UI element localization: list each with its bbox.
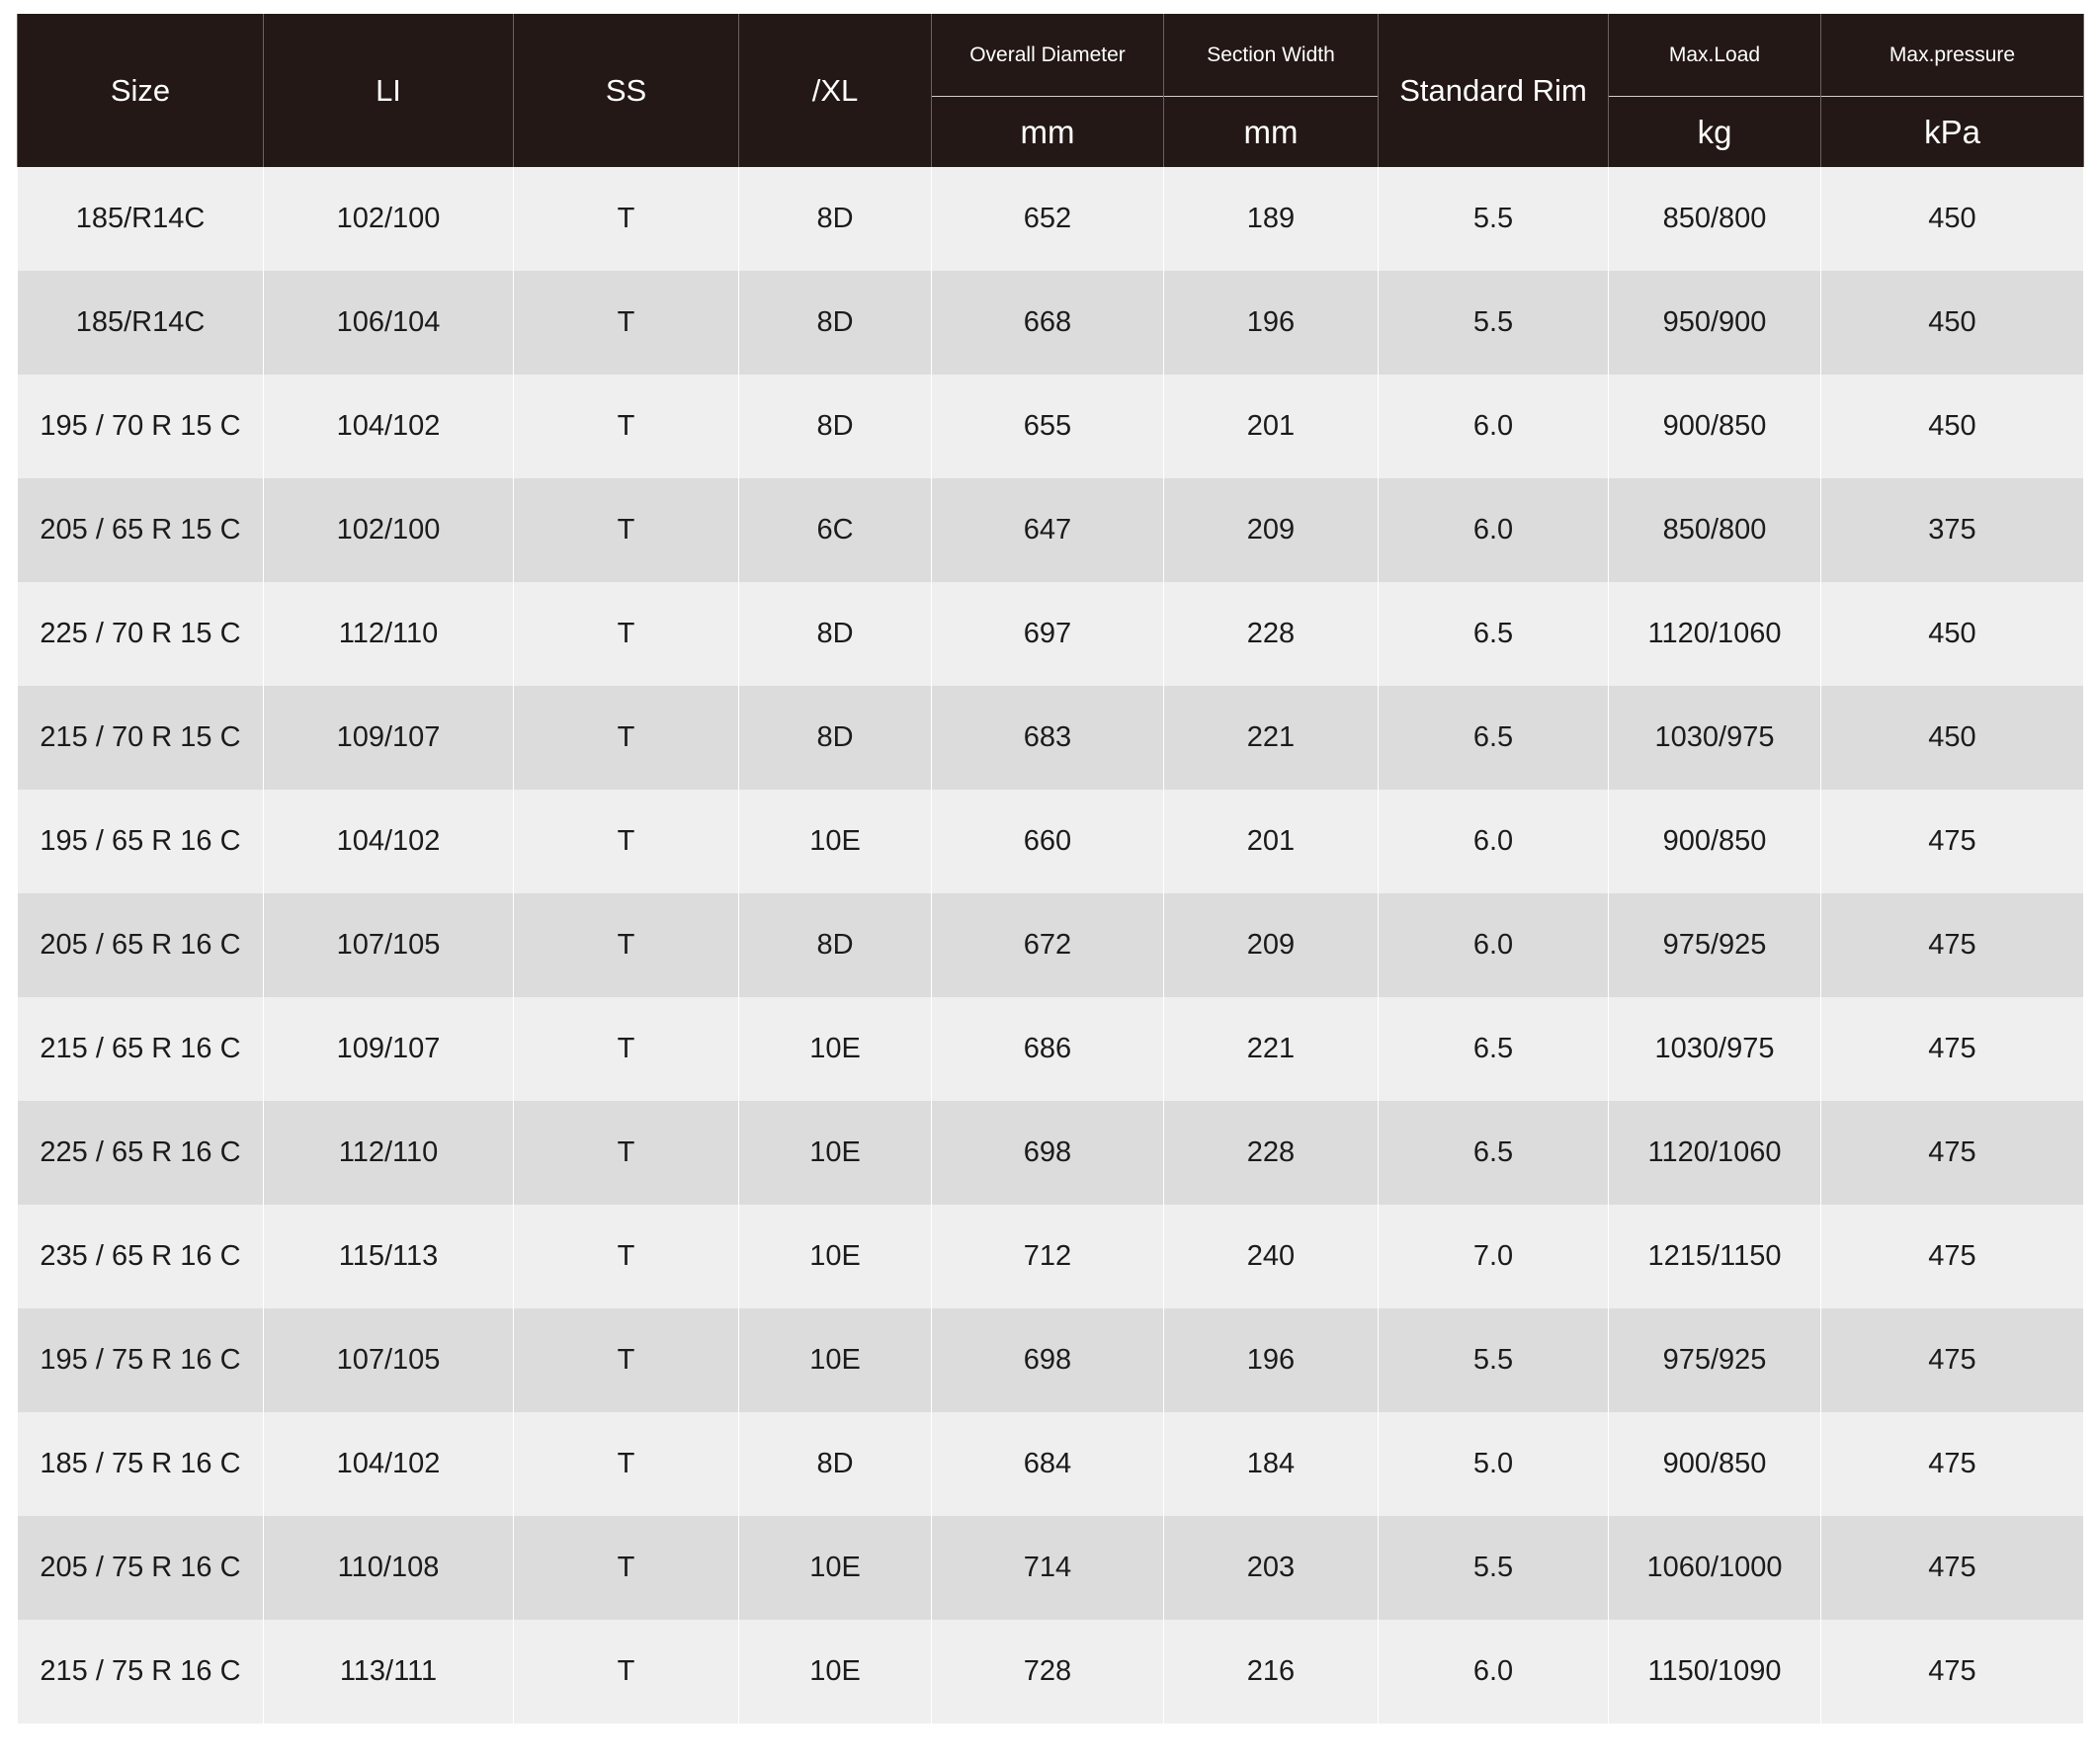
cell-li: 106/104 <box>264 271 514 375</box>
cell-li: 104/102 <box>264 375 514 478</box>
header-standard-rim: Standard Rim <box>1379 14 1609 167</box>
cell-overall-diameter: 728 <box>932 1620 1164 1723</box>
cell-overall-diameter: 672 <box>932 893 1164 997</box>
cell-overall-diameter: 647 <box>932 478 1164 582</box>
cell-size: 235 / 65 R 16 C <box>18 1205 264 1308</box>
cell-standard-rim: 6.5 <box>1379 1101 1609 1205</box>
cell-section-width: 240 <box>1164 1205 1379 1308</box>
cell-overall-diameter: 668 <box>932 271 1164 375</box>
table-row <box>18 271 2084 375</box>
cell-xl: 10E <box>739 1620 932 1723</box>
cell-standard-rim: 7.0 <box>1379 1205 1609 1308</box>
cell-section-width: 228 <box>1164 582 1379 686</box>
header-section-width: Section Width <box>1164 14 1379 97</box>
cell-li: 115/113 <box>264 1205 514 1308</box>
cell-size: 225 / 65 R 16 C <box>18 1101 264 1205</box>
cell-section-width: 201 <box>1164 375 1379 478</box>
cell-section-width: 201 <box>1164 790 1379 893</box>
cell-ss: T <box>514 1205 739 1308</box>
cell-section-width: 209 <box>1164 893 1379 997</box>
cell-ss: T <box>514 582 739 686</box>
table-row <box>18 1308 2084 1412</box>
header-row-top <box>18 14 2084 97</box>
cell-overall-diameter: 714 <box>932 1516 1164 1620</box>
cell-ss: T <box>514 1412 739 1516</box>
cell-xl: 10E <box>739 1308 932 1412</box>
cell-standard-rim: 5.5 <box>1379 271 1609 375</box>
cell-xl: 8D <box>739 167 932 271</box>
cell-max-load: 900/850 <box>1609 375 1821 478</box>
cell-max-load: 1120/1060 <box>1609 1101 1821 1205</box>
cell-size: 225 / 70 R 15 C <box>18 582 264 686</box>
cell-size: 205 / 65 R 15 C <box>18 478 264 582</box>
cell-xl: 10E <box>739 790 932 893</box>
cell-size: 205 / 75 R 16 C <box>18 1516 264 1620</box>
cell-size: 195 / 65 R 16 C <box>18 790 264 893</box>
cell-max-load: 975/925 <box>1609 1308 1821 1412</box>
cell-section-width: 221 <box>1164 686 1379 790</box>
cell-max-load: 1060/1000 <box>1609 1516 1821 1620</box>
header-max-pressure-unit: kPa <box>1821 97 2084 168</box>
cell-size: 215 / 65 R 16 C <box>18 997 264 1101</box>
cell-size: 185 / 75 R 16 C <box>18 1412 264 1516</box>
table-row <box>18 582 2084 686</box>
cell-max-pressure: 475 <box>1821 1412 2084 1516</box>
cell-standard-rim: 6.0 <box>1379 375 1609 478</box>
cell-standard-rim: 6.0 <box>1379 790 1609 893</box>
cell-ss: T <box>514 686 739 790</box>
cell-li: 102/100 <box>264 478 514 582</box>
cell-ss: T <box>514 997 739 1101</box>
cell-li: 113/111 <box>264 1620 514 1723</box>
table-row <box>18 1412 2084 1516</box>
cell-ss: T <box>514 375 739 478</box>
cell-ss: T <box>514 1620 739 1723</box>
cell-ss: T <box>514 1101 739 1205</box>
header-max-load-unit: kg <box>1609 97 1821 168</box>
cell-li: 102/100 <box>264 167 514 271</box>
cell-standard-rim: 6.5 <box>1379 997 1609 1101</box>
table-body <box>18 167 2084 1723</box>
cell-xl: 8D <box>739 1412 932 1516</box>
cell-ss: T <box>514 478 739 582</box>
cell-max-pressure: 475 <box>1821 1101 2084 1205</box>
table-row <box>18 1101 2084 1205</box>
cell-li: 109/107 <box>264 997 514 1101</box>
cell-max-load: 1030/975 <box>1609 686 1821 790</box>
table-row <box>18 167 2084 271</box>
cell-overall-diameter: 686 <box>932 997 1164 1101</box>
cell-max-load: 850/800 <box>1609 478 1821 582</box>
cell-max-pressure: 450 <box>1821 375 2084 478</box>
cell-standard-rim: 5.5 <box>1379 1516 1609 1620</box>
cell-overall-diameter: 683 <box>932 686 1164 790</box>
cell-section-width: 189 <box>1164 167 1379 271</box>
cell-standard-rim: 6.0 <box>1379 478 1609 582</box>
cell-size: 195 / 75 R 16 C <box>18 1308 264 1412</box>
table-row <box>18 686 2084 790</box>
cell-section-width: 196 <box>1164 1308 1379 1412</box>
cell-size: 205 / 65 R 16 C <box>18 893 264 997</box>
cell-max-pressure: 475 <box>1821 1620 2084 1723</box>
cell-xl: 10E <box>739 1101 932 1205</box>
cell-xl: 8D <box>739 893 932 997</box>
cell-li: 110/108 <box>264 1516 514 1620</box>
cell-overall-diameter: 660 <box>932 790 1164 893</box>
cell-overall-diameter: 684 <box>932 1412 1164 1516</box>
cell-max-load: 900/850 <box>1609 790 1821 893</box>
header-size: Size <box>18 14 264 167</box>
cell-standard-rim: 6.0 <box>1379 893 1609 997</box>
cell-li: 107/105 <box>264 893 514 997</box>
cell-max-load: 975/925 <box>1609 893 1821 997</box>
cell-max-pressure: 450 <box>1821 167 2084 271</box>
cell-max-pressure: 450 <box>1821 582 2084 686</box>
cell-max-load: 900/850 <box>1609 1412 1821 1516</box>
cell-standard-rim: 5.0 <box>1379 1412 1609 1516</box>
table-row <box>18 893 2084 997</box>
cell-section-width: 228 <box>1164 1101 1379 1205</box>
cell-standard-rim: 6.5 <box>1379 686 1609 790</box>
cell-max-load: 850/800 <box>1609 167 1821 271</box>
cell-max-load: 950/900 <box>1609 271 1821 375</box>
cell-li: 104/102 <box>264 790 514 893</box>
table-row <box>18 997 2084 1101</box>
cell-standard-rim: 6.0 <box>1379 1620 1609 1723</box>
header-li: LI <box>264 14 514 167</box>
cell-max-pressure: 375 <box>1821 478 2084 582</box>
cell-size: 185/R14C <box>18 271 264 375</box>
cell-section-width: 203 <box>1164 1516 1379 1620</box>
cell-li: 112/110 <box>264 1101 514 1205</box>
cell-max-pressure: 475 <box>1821 1308 2084 1412</box>
cell-overall-diameter: 697 <box>932 582 1164 686</box>
cell-overall-diameter: 698 <box>932 1308 1164 1412</box>
cell-standard-rim: 5.5 <box>1379 1308 1609 1412</box>
cell-ss: T <box>514 790 739 893</box>
cell-max-pressure: 475 <box>1821 1205 2084 1308</box>
cell-max-load: 1150/1090 <box>1609 1620 1821 1723</box>
cell-li: 104/102 <box>264 1412 514 1516</box>
cell-xl: 8D <box>739 686 932 790</box>
cell-xl: 6C <box>739 478 932 582</box>
cell-max-pressure: 450 <box>1821 686 2084 790</box>
cell-size: 185/R14C <box>18 167 264 271</box>
cell-max-pressure: 450 <box>1821 271 2084 375</box>
tire-spec-table <box>17 14 2084 1723</box>
cell-ss: T <box>514 1308 739 1412</box>
cell-overall-diameter: 712 <box>932 1205 1164 1308</box>
cell-li: 109/107 <box>264 686 514 790</box>
cell-xl: 8D <box>739 582 932 686</box>
cell-ss: T <box>514 271 739 375</box>
table-row <box>18 375 2084 478</box>
cell-overall-diameter: 655 <box>932 375 1164 478</box>
header-xl: /XL <box>739 14 932 167</box>
cell-overall-diameter: 652 <box>932 167 1164 271</box>
table-row <box>18 1205 2084 1308</box>
header-overall-diameter-unit: mm <box>932 97 1164 168</box>
header-overall-diameter: Overall Diameter <box>932 14 1164 97</box>
header-max-pressure: Max.pressure <box>1821 14 2084 97</box>
cell-standard-rim: 5.5 <box>1379 167 1609 271</box>
cell-standard-rim: 6.5 <box>1379 582 1609 686</box>
cell-max-load: 1030/975 <box>1609 997 1821 1101</box>
cell-xl: 10E <box>739 1516 932 1620</box>
header-section-width-unit: mm <box>1164 97 1379 168</box>
cell-max-pressure: 475 <box>1821 893 2084 997</box>
cell-size: 195 / 70 R 15 C <box>18 375 264 478</box>
header-ss: SS <box>514 14 739 167</box>
table-header <box>18 14 2084 167</box>
table-row <box>18 1620 2084 1723</box>
table-row <box>18 790 2084 893</box>
cell-size: 215 / 70 R 15 C <box>18 686 264 790</box>
cell-ss: T <box>514 893 739 997</box>
cell-max-pressure: 475 <box>1821 790 2084 893</box>
cell-xl: 8D <box>739 271 932 375</box>
header-max-load: Max.Load <box>1609 14 1821 97</box>
table-row <box>18 1516 2084 1620</box>
cell-overall-diameter: 698 <box>932 1101 1164 1205</box>
cell-max-pressure: 475 <box>1821 997 2084 1101</box>
cell-section-width: 221 <box>1164 997 1379 1101</box>
cell-xl: 8D <box>739 375 932 478</box>
cell-xl: 10E <box>739 997 932 1101</box>
cell-section-width: 184 <box>1164 1412 1379 1516</box>
table-row <box>18 478 2084 582</box>
cell-xl: 10E <box>739 1205 932 1308</box>
cell-size: 215 / 75 R 16 C <box>18 1620 264 1723</box>
cell-max-load: 1120/1060 <box>1609 582 1821 686</box>
cell-ss: T <box>514 167 739 271</box>
cell-section-width: 216 <box>1164 1620 1379 1723</box>
cell-max-pressure: 475 <box>1821 1516 2084 1620</box>
cell-li: 112/110 <box>264 582 514 686</box>
cell-section-width: 196 <box>1164 271 1379 375</box>
cell-max-load: 1215/1150 <box>1609 1205 1821 1308</box>
cell-ss: T <box>514 1516 739 1620</box>
cell-li: 107/105 <box>264 1308 514 1412</box>
cell-section-width: 209 <box>1164 478 1379 582</box>
